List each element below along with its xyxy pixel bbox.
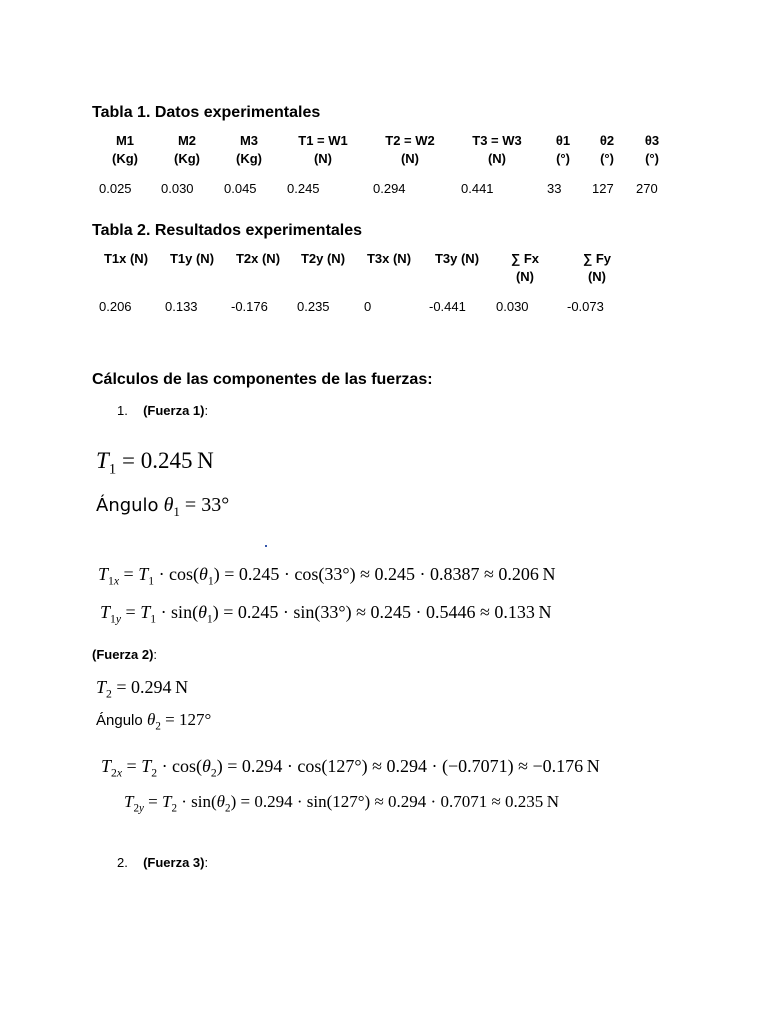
f1-unit: N <box>197 448 214 473</box>
item3: 2. (Fuerza 3): <box>117 855 209 870</box>
f2-x-eq: $T_{2x} = T_2 \cdot \cos(\theta_2) = 0.294 \cdot \cos(127^\circ) \approx 0.294 \cdot (-0.7071) \approx -0.176$ N <box>101 756 600 780</box>
f2-y-result: 0.235 <box>505 792 544 811</box>
table1-cell-8: 270 <box>636 181 658 196</box>
table1-cell-3: 0.245 <box>287 181 320 196</box>
table2-header-4-line-0: T3x (N) <box>366 251 412 266</box>
table2-header-1-line-0: T1y (N) <box>169 251 215 266</box>
f2-angle-eq: Ángulo $\theta_2 = 127^\circ$ <box>96 710 212 733</box>
table2-cell-4: 0 <box>364 299 372 314</box>
item3-label: (Fuerza 3) <box>143 855 205 870</box>
item1-label: (Fuerza 1) <box>143 403 205 418</box>
table1-header-5-line-1: (N) <box>487 151 507 166</box>
table1-cell-1: 0.030 <box>161 181 194 196</box>
table2-title: Tabla 2. Resultados experimentales <box>92 222 363 239</box>
table1-header-2-line-1: (Kg) <box>236 151 262 166</box>
calc-heading: Cálculos de las componentes de las fuerzas: <box>92 371 433 388</box>
table1-header-1-line-1: (Kg) <box>174 151 200 166</box>
table1-header-1-line-0: M2 <box>177 133 197 148</box>
f2-tension: 0.294 <box>131 677 172 697</box>
table2-header-6-line-0: ∑ Fx <box>510 251 540 266</box>
table1-header-0-line-1: (Kg) <box>112 151 138 166</box>
table2-cell-2: -0.176 <box>231 299 268 314</box>
table2-cell-7: -0.073 <box>567 299 604 314</box>
table1-cell-5: 0.441 <box>461 181 494 196</box>
f1-y-result: 0.133 <box>494 602 535 622</box>
table1-header-6-line-1: (°) <box>556 151 570 166</box>
table2-header-2-line-0: T2x (N) <box>235 251 281 266</box>
table1-header-8-line-0: θ3 <box>644 133 660 148</box>
f2-y-eq: $T_{2y} = T_2 \cdot \sin(\theta_2) = 0.294 \cdot \sin(127^\circ) \approx 0.294 \cdot 0.7071 \approx 0.235$ N <box>124 792 559 815</box>
table2-cell-3: 0.235 <box>297 299 330 314</box>
f1-angulo-word: Ángulo <box>96 495 159 516</box>
table2-cell-1: 0.133 <box>165 299 198 314</box>
table1-header-2-line-0: M3 <box>239 133 259 148</box>
table1-cell-7: 127 <box>592 181 614 196</box>
table1-header-8 <box>612 132 692 168</box>
table1-header-3-line-0: T1 = W1 <box>298 133 348 148</box>
item3-number: 2. <box>117 855 128 870</box>
table2-header-7-line-0: ∑ Fy <box>582 251 612 266</box>
table1-header-0-line-0: M1 <box>115 133 135 148</box>
table2-header-5-line-0: T3y (N) <box>434 251 480 266</box>
table2-cell-5: -0.441 <box>429 299 466 314</box>
f2-angulo-word: Ángulo <box>96 712 143 729</box>
table2-header-0-line-0: T1x (N) <box>103 251 149 266</box>
table1-header-7-line-1: (°) <box>600 151 614 166</box>
table1-header-8-line-1: (°) <box>645 151 659 166</box>
item2: (Fuerza 2): <box>92 647 158 662</box>
table1-cell-0: 0.025 <box>99 181 132 196</box>
f1-angle: 33 <box>201 494 222 516</box>
table1-header-6-line-0: θ1 <box>555 133 571 148</box>
table1-cell-2: 0.045 <box>224 181 257 196</box>
f1-x-eq: $T_{1x} = T_1 \cdot \cos(\theta_1) = 0.245 \cdot \cos(33^\circ) \approx 0.245 \cdot 0.8387 \approx 0.206$ N <box>98 564 556 588</box>
table2-header-6-line-1: (N) <box>515 269 535 284</box>
table1-title: Tabla 1. Datos experimentales <box>92 104 321 121</box>
f1-tension-eq: $T_1 = 0.245$ N <box>96 448 214 478</box>
table1-header-4-line-1: (N) <box>400 151 420 166</box>
table2-cell-6: 0.030 <box>496 299 529 314</box>
table1-header-4-line-0: T2 = W2 <box>385 133 435 148</box>
item1 <box>117 403 208 418</box>
table1-header-2 <box>209 132 289 168</box>
f1-x-result: 0.206 <box>498 564 539 584</box>
table1-header-5-line-0: T3 = W3 <box>472 133 522 148</box>
table1-cell-4: 0.294 <box>373 181 406 196</box>
table2-header-6 <box>485 250 565 286</box>
table1-header-4 <box>370 132 450 168</box>
table1-header-7-line-0: θ2 <box>599 133 615 148</box>
stray-dot <box>265 545 267 547</box>
f2-tension-eq: $T_2 = 0.294$ N <box>96 677 189 701</box>
table1-cell-6: 33 <box>547 181 562 196</box>
table1-header-3-line-1: (N) <box>313 151 333 166</box>
item2-label: (Fuerza 2) <box>92 647 154 662</box>
table1-header-3 <box>283 132 363 168</box>
f2-x-result: −0.176 <box>532 756 584 776</box>
table2-header-7-line-1: (N) <box>587 269 607 284</box>
f1-y-eq: $T_{1y} = T_1 \cdot \sin(\theta_1) = 0.245 \cdot \sin(33^\circ) \approx 0.245 \cdot 0.5446 \approx 0.133$ N <box>100 602 552 626</box>
item1-colon: : <box>204 403 209 418</box>
f2-angle: 127 <box>178 710 205 729</box>
f1-tension: 0.245 <box>140 448 193 473</box>
item1-number: 1. <box>117 403 128 418</box>
table2-header-7 <box>557 250 637 286</box>
f1-angle-eq: Ángulo $\theta_1 = 33^\circ$ <box>96 494 230 519</box>
table2-cell-0: 0.206 <box>99 299 132 314</box>
table2-header-3-line-0: T2y (N) <box>300 251 346 266</box>
